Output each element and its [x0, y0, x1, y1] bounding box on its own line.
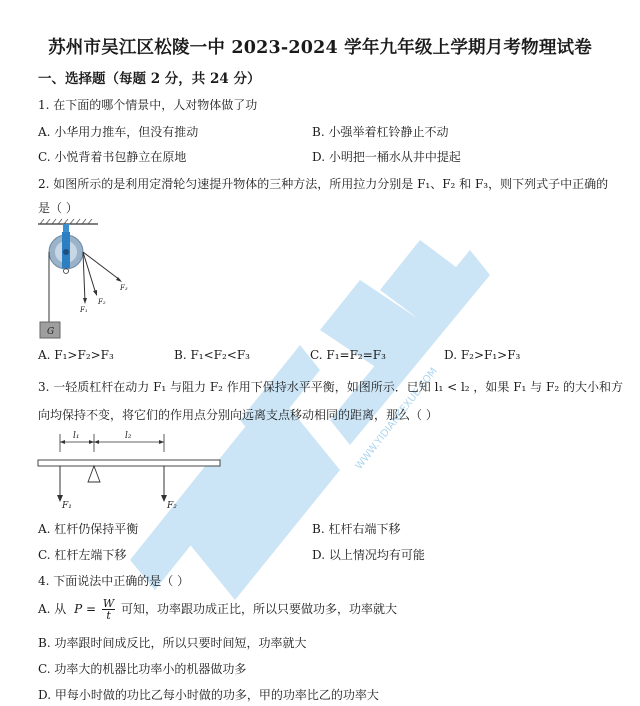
q1-option-b: B. 小强举着杠铃静止不动: [312, 125, 449, 139]
formula-fraction: [102, 598, 115, 621]
q4-option-a-text: 可知，功率跟功成正比，所以只要做功多，功率就大: [121, 602, 398, 616]
length-label-l1: l₁: [73, 431, 80, 441]
formula-lhs: P =: [74, 602, 97, 616]
q4-option-d: D. 甲每小时做的功比乙每小时做的功多，甲的功率比乙的功率大: [38, 688, 379, 702]
q2-option-a: A. F₁>F₂>F₃: [38, 348, 114, 362]
q1-stem: 1. 在下面的哪个情景中，人对物体做了功: [38, 98, 258, 112]
force-label-f3: F₃: [120, 284, 128, 292]
q4-stem: 4. 下面说法中正确的是（ ）: [38, 574, 190, 588]
q4-option-b: B. 功率跟时间成反比，所以只要时间短，功率就大: [38, 636, 307, 650]
watermark-url: WWW.YIDIANKEXUE.COM: [353, 365, 440, 472]
q2-option-c: C. F₁=F₂=F₃: [310, 348, 386, 362]
q2-stem-line2: 是（ ）: [38, 201, 78, 215]
q2-option-b: B. F₁<F₂<F₃: [174, 348, 250, 362]
force-label-f2: F₂: [98, 298, 106, 306]
q3-option-d: D. 以上情况均有可能: [312, 548, 425, 562]
q1-option-a: A. 小华用力推车，但没有推动: [38, 125, 199, 139]
weight-label: G: [47, 327, 55, 337]
page-title: 苏州市吴江区松陵一中 2023-2024 学年九年级上学期月考物理试卷: [48, 38, 592, 58]
q2-stem-line1: 2. 如图所示的是利用定滑轮匀速提升物体的三种方法，所用拉力分别是 F₁、F₂ 和 F₃，则下列式子中正确的: [38, 177, 609, 191]
q4-option-c: C. 功率大的机器比功率小的机器做功多: [38, 662, 247, 676]
force-label-f1: F₁: [62, 501, 72, 511]
lever-figure: [36, 426, 226, 516]
formula-denominator: t: [106, 609, 111, 622]
q2-option-d: D. F₂>F₁>F₃: [444, 348, 521, 362]
length-label-l2: l₂: [125, 431, 132, 441]
q3-option-a: A. 杠杆仍保持平衡: [38, 522, 139, 536]
formula-numerator: W: [102, 597, 115, 610]
section-heading: 一、选择题（每题 2 分，共 24 分）: [38, 71, 261, 87]
q4-option-a: [38, 596, 397, 622]
q3-option-b: B. 杠杆右端下移: [312, 522, 401, 536]
force-label-f2: F₂: [167, 501, 177, 511]
q4-option-a-prefix: A. 从: [38, 602, 67, 616]
q1-option-d: D. 小明把一桶水从井中提起: [312, 150, 461, 164]
q1-option-c: C. 小悦背着书包静立在原地: [38, 150, 187, 164]
q3-stem-line1: 3. 一轻质杠杆在动力 F₁ 与阻力 F₂ 作用下保持水平平衡，如图所示．已知 l₁ < l₂ ，如果 F₁ 与 F₂ 的大小和方: [38, 380, 623, 394]
q3-option-c: C. 杠杆左端下移: [38, 548, 127, 562]
q3-stem-line2: 向均保持不变，将它们的作用点分别向远离支点移动相同的距离，那么（ ）: [38, 408, 438, 422]
pulley-figure: [36, 218, 146, 340]
force-label-f1: F₁: [80, 306, 88, 314]
